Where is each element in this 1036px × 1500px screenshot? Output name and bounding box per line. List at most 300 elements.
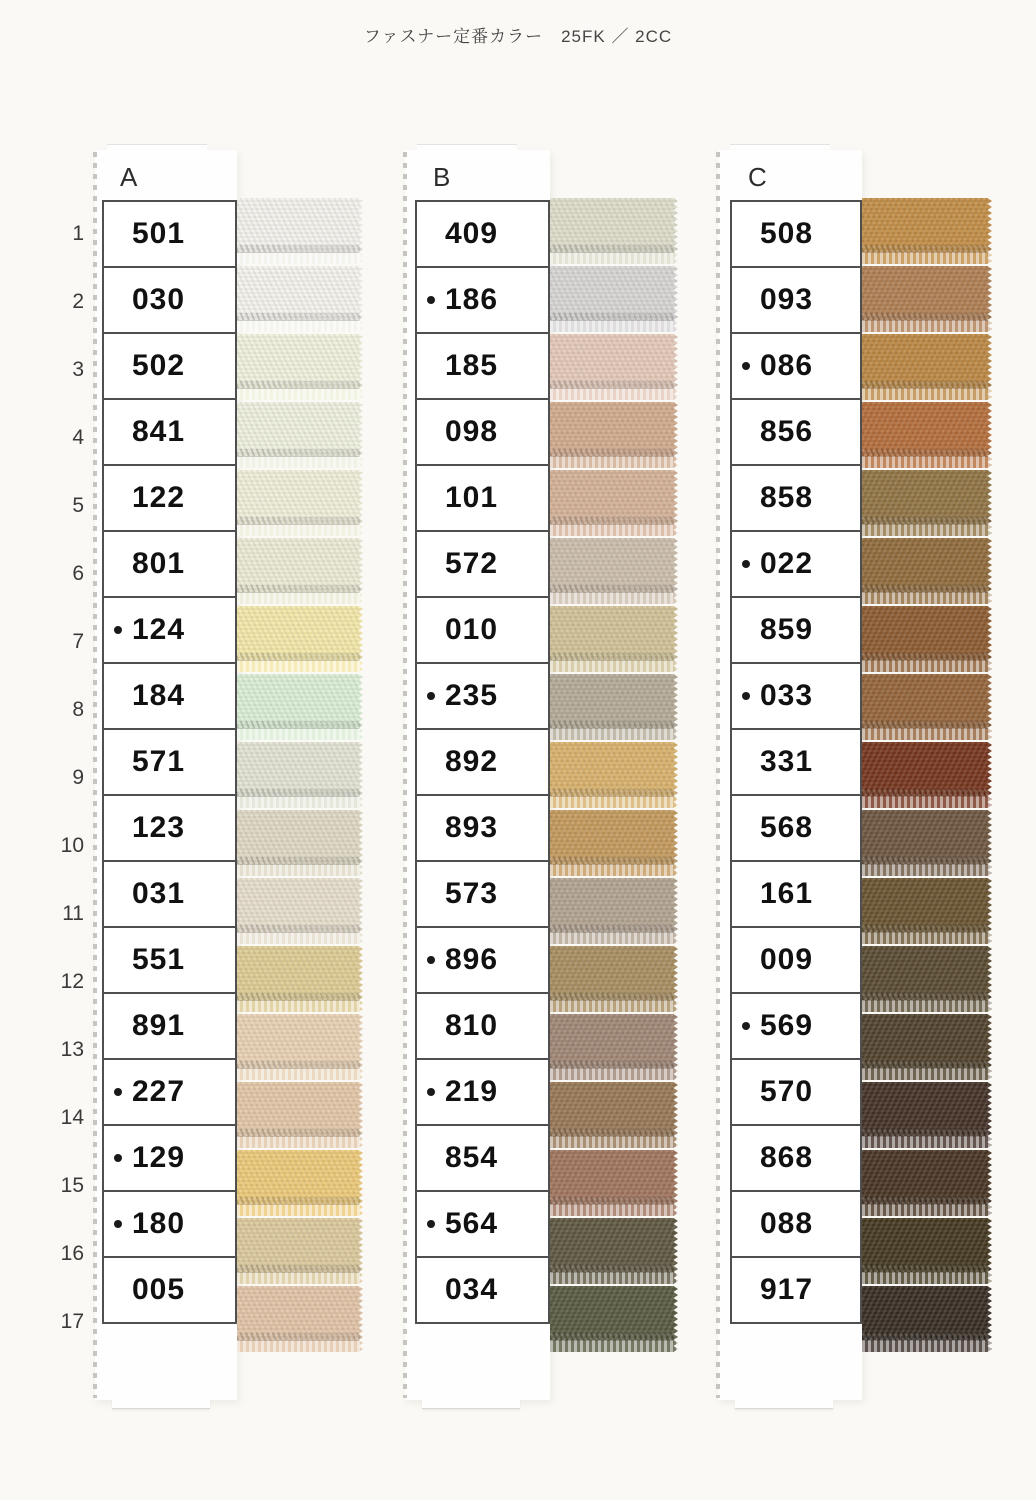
color-code: 098 [445,415,499,448]
color-code: 841 [132,415,186,448]
dot-marker [742,692,750,700]
dot-marker [427,956,435,964]
zipper-teeth [862,524,992,536]
color-code: 801 [132,547,186,580]
fabric-fold [550,993,678,1000]
fabric-fold [237,789,363,796]
zipper-teeth [862,592,992,604]
fabric-swatch [862,1218,992,1284]
fabric-swatch [862,470,992,536]
fabric-swatch [237,878,363,944]
dot-marker [427,296,435,304]
zipper-teeth [862,1204,992,1216]
fabric-fold [550,1333,678,1340]
fabric-swatch [862,334,992,400]
fabric-swatch [237,266,363,332]
color-code-cell [415,332,550,400]
zipper-teeth [862,1136,992,1148]
color-code-cell [415,992,550,1060]
row-number: 13 [60,1038,84,1061]
perforated-edge [93,152,97,1398]
fabric-fold [550,449,678,456]
color-code-cell [102,332,237,400]
fabric-swatch [550,198,678,264]
fabric-fold [862,857,992,864]
color-code: 227 [132,1075,186,1108]
row-numbers [50,200,84,1356]
fabric-swatch [550,674,678,740]
zipper-teeth [237,1000,363,1012]
zipper-teeth [550,796,678,808]
color-code-cell [730,596,862,664]
fabric-fold [550,1197,678,1204]
color-code: 034 [445,1273,499,1306]
fabric-swatch [237,1218,363,1284]
color-code-cell [415,860,550,928]
dot-marker [742,362,750,370]
color-code-cell [415,1058,550,1126]
row-number: 5 [72,494,84,517]
zipper-teeth [550,1068,678,1080]
color-code-cell [102,860,237,928]
color-code-cell [415,1124,550,1192]
dot-marker [114,1154,122,1162]
color-code-cell [102,266,237,334]
zipper-teeth [862,1068,992,1080]
fabric-fold [237,1333,363,1340]
fabric-fold [237,857,363,864]
color-code-cell [102,794,237,862]
column-header: A [120,162,138,192]
zipper-teeth [550,252,678,264]
fabric-fold [237,721,363,728]
fabric-swatch [550,334,678,400]
color-code: 031 [132,877,186,910]
color-code-cell [102,200,237,268]
color-code: 858 [760,481,814,514]
color-code-cell [730,530,862,598]
row-number: 6 [72,562,84,585]
color-code: 005 [132,1273,186,1306]
fabric-swatch [862,878,992,944]
color-code: 856 [760,415,814,448]
zipper-teeth [862,388,992,400]
zipper-teeth [237,388,363,400]
fabric-swatch [237,198,363,264]
fabric-swatch [550,538,678,604]
swatch-strip-B [550,198,678,1354]
color-code-cell [730,1124,862,1192]
fabric-fold [862,1197,992,1204]
color-code-cell [102,596,237,664]
color-code: 101 [445,481,499,514]
color-code: 896 [445,943,499,976]
fabric-fold [862,245,992,252]
dot-marker [427,1220,435,1228]
fabric-fold [550,245,678,252]
color-code-cell [102,1058,237,1126]
color-code-cell [730,266,862,334]
fabric-fold [237,313,363,320]
fabric-fold [237,1061,363,1068]
fabric-swatch [862,674,992,740]
fabric-swatch [237,742,363,808]
fabric-swatch [862,1082,992,1148]
fabric-swatch [237,1286,363,1352]
fabric-swatch [237,674,363,740]
color-code: 088 [760,1207,814,1240]
color-code-cell [415,530,550,598]
color-code: 570 [760,1075,814,1108]
color-code-cell [415,464,550,532]
row-number: 15 [60,1174,84,1197]
fabric-swatch [237,402,363,468]
fabric-fold [550,857,678,864]
fabric-fold [862,517,992,524]
color-code: 009 [760,943,814,976]
fabric-fold [550,653,678,660]
fabric-fold [237,381,363,388]
zipper-teeth [237,864,363,876]
color-code-cell [415,596,550,664]
color-code-cell [415,1256,550,1324]
dot-marker [114,626,122,634]
swatch-card-A [95,150,237,1400]
color-code-cell [730,1058,862,1126]
zipper-teeth [862,796,992,808]
color-code-cell [730,200,862,268]
color-code: 185 [445,349,499,382]
zipper-teeth [862,320,992,332]
zipper-teeth [237,728,363,740]
zipper-teeth [237,320,363,332]
color-code-cell [102,1190,237,1258]
card-tab-top [417,144,517,152]
color-code: 010 [445,613,499,646]
zipper-teeth [237,592,363,604]
color-code: 572 [445,547,499,580]
fabric-swatch [237,1150,363,1216]
zipper-teeth [237,252,363,264]
row-number: 8 [72,698,84,721]
color-code-cell [102,728,237,796]
color-code-cell [730,992,862,1060]
zipper-teeth [237,796,363,808]
zipper-teeth [550,1000,678,1012]
page-title: ファスナー定番カラー 25FK ／ 2CC [363,27,673,46]
fabric-fold [862,993,992,1000]
fabric-swatch [862,1150,992,1216]
row-number: 2 [72,290,84,313]
fabric-swatch [550,606,678,672]
row-number: 3 [72,358,84,381]
row-number: 4 [72,426,84,449]
fabric-fold [862,1333,992,1340]
fabric-swatch [550,1150,678,1216]
zipper-teeth [237,1272,363,1284]
fabric-swatch [550,946,678,1012]
fabric-fold [237,245,363,252]
fabric-swatch [862,810,992,876]
zipper-teeth [237,524,363,536]
color-code: 868 [760,1141,814,1174]
perforated-edge [716,152,720,1398]
fabric-fold [862,721,992,728]
fabric-swatch [550,742,678,808]
row-number: 9 [72,766,84,789]
color-code-cell [730,464,862,532]
color-code: 122 [132,481,186,514]
dot-marker [742,1022,750,1030]
fabric-swatch [862,606,992,672]
fabric-fold [862,381,992,388]
color-code: 123 [132,811,186,844]
color-code: 571 [132,745,186,778]
fabric-fold [550,1129,678,1136]
color-code: 892 [445,745,499,778]
color-code: 129 [132,1141,186,1174]
card-tab-bottom [112,1398,210,1409]
fabric-swatch [237,810,363,876]
zipper-teeth [550,320,678,332]
zipper-teeth [237,1340,363,1352]
color-code: 891 [132,1009,186,1042]
row-number: 7 [72,630,84,653]
fabric-swatch [862,1014,992,1080]
color-code: 893 [445,811,499,844]
color-code-cell [415,398,550,466]
zipper-teeth [550,728,678,740]
color-code-cell [730,860,862,928]
color-code: 854 [445,1141,499,1174]
fabric-swatch [237,334,363,400]
color-code-cell [730,398,862,466]
color-code: 219 [445,1075,499,1108]
zipper-teeth [550,660,678,672]
fabric-fold [237,1265,363,1272]
color-code: 033 [760,679,814,712]
fabric-fold [237,1129,363,1136]
fabric-fold [862,313,992,320]
fabric-swatch [862,402,992,468]
swatch-card-C [718,150,862,1400]
zipper-teeth [550,524,678,536]
fabric-fold [862,449,992,456]
color-code-cell [102,926,237,994]
fabric-swatch [550,1014,678,1080]
zipper-teeth [237,660,363,672]
fabric-swatch [550,266,678,332]
fabric-fold [550,789,678,796]
color-code-cell [102,398,237,466]
fabric-fold [550,925,678,932]
fabric-swatch [862,1286,992,1352]
color-code: 568 [760,811,814,844]
fabric-swatch [550,1218,678,1284]
fabric-swatch [237,946,363,1012]
fabric-swatch [862,198,992,264]
fabric-swatch [550,470,678,536]
color-code: 161 [760,877,814,910]
zipper-teeth [237,1136,363,1148]
fabric-fold [237,653,363,660]
fabric-fold [862,925,992,932]
fabric-fold [862,653,992,660]
zipper-teeth [550,1340,678,1352]
fabric-swatch [862,538,992,604]
color-code-cell [102,464,237,532]
color-code-cell [415,662,550,730]
swatch-strip-A [237,198,363,1354]
color-code: 030 [132,283,186,316]
row-number: 16 [60,1242,84,1265]
row-number: 11 [62,902,84,925]
fabric-fold [862,789,992,796]
zipper-teeth [862,660,992,672]
fabric-fold [237,1197,363,1204]
color-code-cell [730,1256,862,1324]
zipper-teeth [550,1204,678,1216]
row-number: 12 [60,970,84,993]
zipper-teeth [862,728,992,740]
zipper-teeth [862,1272,992,1284]
color-code-cell [102,530,237,598]
column-header: C [748,162,767,192]
dot-marker [114,1088,122,1096]
zipper-teeth [550,864,678,876]
fabric-fold [862,1061,992,1068]
row-number: 1 [72,222,84,245]
color-code: 124 [132,613,186,646]
fabric-fold [550,1265,678,1272]
fabric-fold [550,1061,678,1068]
card-tab-top [730,144,830,152]
zipper-teeth [237,1204,363,1216]
fabric-fold [862,585,992,592]
color-code: 859 [760,613,814,646]
color-code: 086 [760,349,814,382]
fabric-swatch [550,1082,678,1148]
dot-marker [427,1088,435,1096]
dot-marker [114,1220,122,1228]
color-code: 184 [132,679,186,712]
zipper-teeth [237,456,363,468]
color-code-cell [415,1190,550,1258]
fabric-fold [862,1129,992,1136]
zipper-teeth [550,1272,678,1284]
fabric-swatch [237,606,363,672]
color-code-cell [415,794,550,862]
color-code: 573 [445,877,499,910]
color-code-cell [730,728,862,796]
color-code: 508 [760,217,814,250]
fabric-swatch [237,1082,363,1148]
dot-marker [742,560,750,568]
zipper-teeth [862,1000,992,1012]
color-code-cell [415,266,550,334]
color-code: 551 [132,943,186,976]
row-number: 14 [60,1106,84,1129]
color-code-cell [730,794,862,862]
fabric-fold [237,925,363,932]
swatch-card-B [405,150,550,1400]
color-code-cell [102,992,237,1060]
zipper-teeth [862,932,992,944]
column-header: B [433,162,451,192]
color-code: 501 [132,217,186,250]
card-tab-top [107,144,207,152]
color-code: 917 [760,1273,814,1306]
color-code: 180 [132,1207,186,1240]
color-code-cell [415,728,550,796]
color-code: 186 [445,283,499,316]
color-code-cell [730,1190,862,1258]
color-code: 564 [445,1207,499,1240]
color-code: 235 [445,679,499,712]
fabric-swatch [237,1014,363,1080]
fabric-fold [237,449,363,456]
zipper-teeth [237,932,363,944]
zipper-teeth [550,388,678,400]
zipper-teeth [862,864,992,876]
fabric-swatch [862,946,992,1012]
fabric-swatch [550,878,678,944]
fabric-fold [237,585,363,592]
fabric-fold [237,517,363,524]
fabric-swatch [237,538,363,604]
fabric-fold [862,1265,992,1272]
fabric-fold [550,721,678,728]
color-code: 810 [445,1009,499,1042]
row-number: 10 [60,834,84,857]
fabric-fold [550,381,678,388]
fabric-fold [550,313,678,320]
card-tab-bottom [422,1398,520,1409]
fabric-swatch [550,1286,678,1352]
fabric-fold [550,585,678,592]
color-code-cell [730,926,862,994]
perforated-edge [403,152,407,1398]
color-code-cell [102,1256,237,1324]
zipper-teeth [862,1340,992,1352]
color-code: 022 [760,547,814,580]
dot-marker [427,692,435,700]
color-code-cell [730,332,862,400]
card-tab-bottom [735,1398,833,1409]
color-code-cell [415,200,550,268]
color-code: 502 [132,349,186,382]
zipper-teeth [862,456,992,468]
fabric-swatch [237,470,363,536]
fabric-swatch [550,810,678,876]
fabric-swatch [550,402,678,468]
fabric-swatch [862,742,992,808]
zipper-teeth [550,932,678,944]
zipper-teeth [550,592,678,604]
zipper-teeth [550,456,678,468]
fabric-fold [237,993,363,1000]
color-code: 093 [760,283,814,316]
row-number: 17 [60,1310,84,1333]
color-code: 331 [760,745,814,778]
zipper-teeth [862,252,992,264]
color-code-cell [102,1124,237,1192]
zipper-teeth [237,1068,363,1080]
swatch-strip-C [862,198,992,1354]
color-code-cell [102,662,237,730]
color-code-cell [730,662,862,730]
zipper-teeth [550,1136,678,1148]
